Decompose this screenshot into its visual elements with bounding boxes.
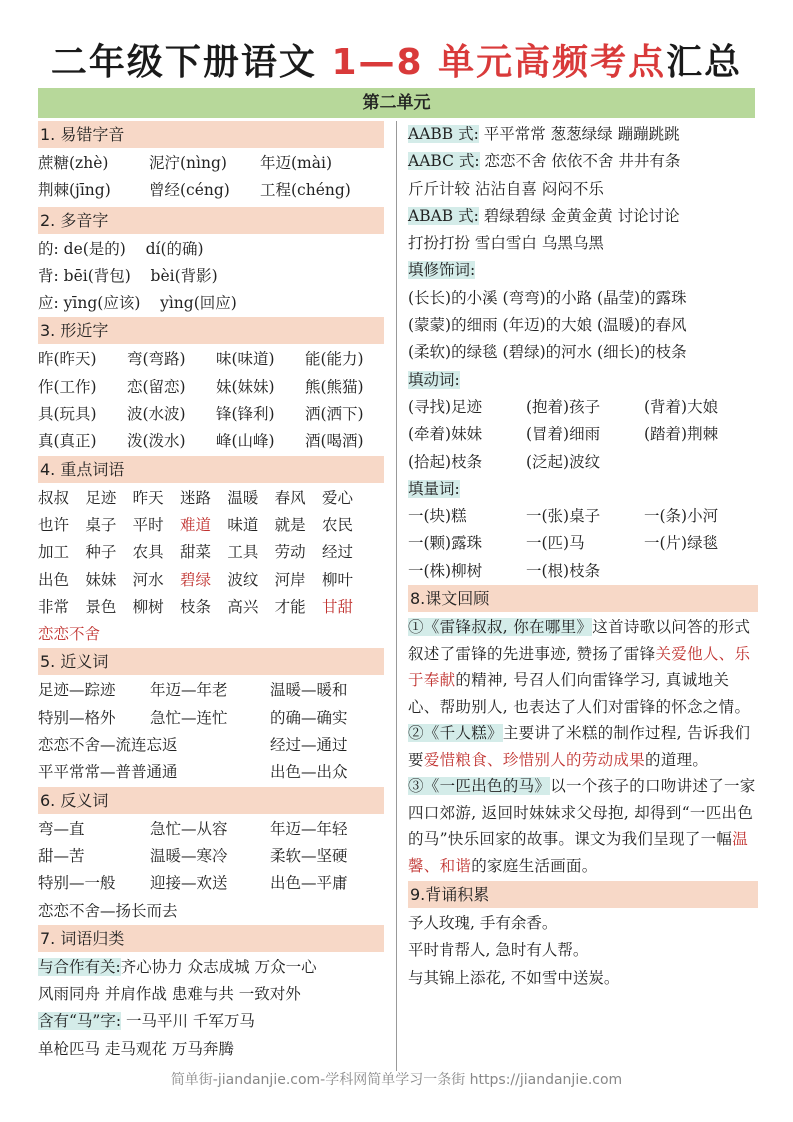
verb-row <box>408 394 758 421</box>
phrase: (冒着)细雨 <box>526 425 601 444</box>
left-column <box>38 121 384 1063</box>
similar-chars-row <box>38 428 384 455</box>
key-words-row <box>38 485 353 512</box>
review-paragraph-3 <box>408 773 758 879</box>
phrase: 一(张)桌子 <box>526 507 601 526</box>
phrase: 一(片)绿毯 <box>644 534 719 553</box>
word-highlight: 难道 <box>179 515 211 534</box>
title-highlight-text: 单元高频考点 <box>423 42 667 83</box>
pattern-row <box>408 203 758 230</box>
word: 波(水波) <box>127 405 186 424</box>
word: 非常 <box>38 597 70 616</box>
word: 迷路 <box>179 488 211 507</box>
word: 昨(昨天) <box>38 350 97 369</box>
word: 泼(泼水) <box>127 432 186 451</box>
verb-row <box>408 449 758 476</box>
pattern-words: 碧绿碧绿 金黄金黄 讨论讨论 <box>478 206 680 225</box>
word: 弯(弯路) <box>127 350 186 369</box>
reading: bèi(背影) <box>150 266 218 285</box>
word: 柳叶 <box>321 570 353 589</box>
word: 爱心 <box>321 488 353 507</box>
word: 农具 <box>132 543 164 562</box>
polyphone-row <box>38 290 384 317</box>
word: 恋(留恋) <box>127 377 186 396</box>
title-tail: 汇总 <box>666 42 743 83</box>
word: 波纹 <box>227 570 259 589</box>
word-highlight: 碧绿 <box>179 570 211 589</box>
text: 这首诗歌以问答的形式叙述了雷锋的先进事迹, 赞扬了雷锋 <box>408 618 751 663</box>
word-pair: 甜—苦 <box>38 846 85 865</box>
title-text: 二年级下册语文 <box>50 42 332 83</box>
antonym-row: 恋恋不舍—扬长而去 <box>38 901 178 920</box>
modifier-row: (蒙蒙)的细雨 (年迈)的大娘 (温暖)的春风 <box>408 316 687 335</box>
word: 味(味道) <box>216 350 275 369</box>
review-paragraph-1 <box>408 614 758 720</box>
word-pair: 年迈—年老 <box>150 681 228 700</box>
word: 酒(喝酒) <box>305 432 364 451</box>
word: 蔗糖(zhè) <box>38 154 109 172</box>
phrase: (泛起)波纹 <box>526 452 601 471</box>
word: 才能 <box>274 597 306 616</box>
antonym-row <box>38 870 384 897</box>
word: 年迈(mài) <box>260 154 332 172</box>
similar-chars-row <box>38 346 384 373</box>
unit-header: 第二单元 <box>38 88 755 118</box>
synonym-row <box>38 677 384 704</box>
reading: de(是的) <box>63 239 126 258</box>
lesson-title: ③《一匹出色的马》 <box>408 777 551 796</box>
word-highlight: 恋恋不舍 <box>38 625 101 644</box>
synonym-row <box>38 759 384 786</box>
section-header-antonyms: 6. 反义词 <box>38 787 384 814</box>
page-title <box>0 34 793 85</box>
word: 春风 <box>274 488 306 507</box>
word-pair: 温暖—暖和 <box>270 681 348 700</box>
word: 能(能力) <box>305 350 364 369</box>
word: 曾经(céng) <box>149 181 230 200</box>
text: 主要讲了米糕的制作过程, 告诉我们要 <box>408 724 751 769</box>
pattern-row <box>408 148 758 175</box>
word-pair: 迎接—欢送 <box>150 874 228 893</box>
char: 应: <box>38 294 64 313</box>
word: 景色 <box>85 597 117 616</box>
word: 昨天 <box>132 488 164 507</box>
pattern-label: ABAB 式: <box>408 206 479 225</box>
section-header-similar-chars: 3. 形近字 <box>38 317 384 344</box>
phrase: 一(块)糕 <box>408 507 467 526</box>
measure-row <box>408 503 758 530</box>
modifier-section <box>408 257 758 284</box>
pattern-label: AABC 式: <box>408 152 480 171</box>
word: 峰(山峰) <box>216 432 275 451</box>
word-pair: 急忙—连忙 <box>150 708 228 727</box>
pattern-words: 平平常常 葱葱绿绿 蹦蹦跳跳 <box>478 125 680 143</box>
phrase: (踏着)荆棘 <box>644 425 719 444</box>
similar-chars-row <box>38 374 384 401</box>
phrase: 一(株)柳树 <box>408 561 483 580</box>
key-words-row <box>38 539 353 566</box>
category-row <box>38 954 384 981</box>
word: 熊(熊猫) <box>305 377 364 396</box>
key-words-row <box>38 567 353 594</box>
word: 锋(锋利) <box>216 405 275 424</box>
category-row: 单枪匹马 走马观花 万马奔腾 <box>38 1039 234 1058</box>
word-pair: 柔软—坚硬 <box>270 846 348 865</box>
word-pair: 年迈—年轻 <box>270 819 348 838</box>
phrase: (抱着)孩子 <box>526 397 601 416</box>
word: 作(工作) <box>38 377 97 396</box>
modifier-row: (柔软)的绿毯 (碧绿)的河水 (细长)的枝条 <box>408 343 687 362</box>
word: 劳动 <box>274 543 306 562</box>
section-header-polyphones: 2. 多音字 <box>38 207 384 234</box>
category-words: 一马平川 千军万马 <box>121 1012 255 1031</box>
char: 背: <box>38 266 64 285</box>
category-words: 齐心协力 众志成城 万众一心 <box>120 957 317 976</box>
word-pair: 平平常常—普普通通 <box>38 763 178 782</box>
antonym-row <box>38 843 384 870</box>
word-pair: 温暖—寒冷 <box>150 846 228 865</box>
column-divider <box>396 121 397 1071</box>
word: 河水 <box>132 570 164 589</box>
category-label: 与合作有关: <box>38 957 121 976</box>
section-header-word-categories: 7. 词语归类 <box>38 925 384 952</box>
section-header-synonyms: 5. 近义词 <box>38 648 384 675</box>
key-phrase: 温馨、和谐 <box>408 830 749 875</box>
key-phrase: 关爱他人、乐于奉献 <box>408 644 751 690</box>
pattern-row: 斤斤计较 沾沾自喜 闷闷不乐 <box>408 179 604 198</box>
lesson-title: ①《雷锋叔叔, 你在哪里》 <box>408 618 593 637</box>
pronunciation-row <box>38 150 384 177</box>
word: 也许 <box>38 515 70 534</box>
word: 高兴 <box>227 597 259 616</box>
pronunciation-row <box>38 177 384 204</box>
phrase: (牵着)妹妹 <box>408 425 483 444</box>
word: 泥泞(nìng) <box>149 154 227 172</box>
word-pair: 特别—格外 <box>38 708 116 727</box>
word: 平时 <box>132 515 164 534</box>
fill-label: 填动词: <box>408 370 460 389</box>
key-words-row <box>38 594 353 621</box>
word-pair: 急忙—从容 <box>150 819 228 838</box>
word: 妹(妹妹) <box>216 377 275 396</box>
word: 工具 <box>227 543 259 562</box>
word: 就是 <box>274 515 306 534</box>
polyphone-row <box>38 263 384 290</box>
text: 的精神, 号召人们向雷锋学习, 真诚地关心、帮助别人, 也表达了人们对雷锋的怀念之情。 <box>408 671 751 716</box>
key-phrase: 爱惜粮食、珍惜别人的劳动成果 <box>423 750 646 769</box>
word-pair: 出色—出众 <box>270 763 348 782</box>
phrase: (拾起)枝条 <box>408 452 483 471</box>
pattern-row <box>408 121 758 148</box>
word: 经过 <box>321 543 353 562</box>
measure-row <box>408 558 758 585</box>
section-header-text-review: 8.课文回顾 <box>408 585 758 612</box>
text: 以一个孩子的口吻讲述了一家四口郊游, 返回时妹妹求父母抱, 却得到“一匹出色的马”快乐回家的故事。课文为我们呈现了一幅 <box>408 777 756 849</box>
phrase: 一(颗)露珠 <box>408 534 483 553</box>
word-pair: 足迹—踪迹 <box>38 681 116 700</box>
synonym-row <box>38 732 384 759</box>
reading: dí(的确) <box>145 239 204 258</box>
word: 温暖 <box>227 488 259 507</box>
word-highlight: 甘甜 <box>321 597 353 616</box>
word: 荆棘(jīng) <box>38 181 111 200</box>
word: 河岸 <box>274 570 306 589</box>
phrase: 一(条)小河 <box>644 507 719 526</box>
text: 的家庭生活画面。 <box>471 856 598 875</box>
word: 桌子 <box>85 515 117 534</box>
word: 农民 <box>321 515 353 534</box>
key-words-row <box>38 512 353 539</box>
category-row <box>38 1008 384 1035</box>
word: 甜菜 <box>179 543 211 562</box>
section-header-pronunciation: 1. 易错字音 <box>38 121 384 148</box>
verb-row <box>408 421 758 448</box>
word-pair: 弯—直 <box>38 819 85 838</box>
phrase: 一(根)枝条 <box>526 561 601 580</box>
word-pair: 的确—确实 <box>270 708 348 727</box>
word: 叔叔 <box>38 488 70 507</box>
pattern-words: 恋恋不舍 依依不舍 井井有条 <box>479 152 681 171</box>
pattern-label: AABB 式: <box>408 125 479 143</box>
right-column <box>408 121 758 992</box>
modifier-row: (长长)的小溪 (弯弯)的小路 (晶莹)的露珠 <box>408 288 687 307</box>
similar-chars-row <box>38 401 384 428</box>
polyphone-row <box>38 236 384 263</box>
word: 真(真正) <box>38 432 97 451</box>
lesson-title: ②《千人糕》 <box>408 724 503 743</box>
phrase: 一(匹)马 <box>526 534 585 553</box>
fill-label: 填修饰词: <box>408 261 476 280</box>
word: 具(玩具) <box>38 405 97 424</box>
word: 枝条 <box>179 597 211 616</box>
word-pair: 出色—平庸 <box>270 874 348 893</box>
text: 的道理。 <box>645 750 709 769</box>
word: 种子 <box>85 543 117 562</box>
phrase: (寻找)足迹 <box>408 397 483 416</box>
category-row: 风雨同舟 并肩作战 患难与共 一致对外 <box>38 985 301 1004</box>
phrase: (背着)大娘 <box>644 397 719 416</box>
synonym-row <box>38 705 384 732</box>
recitation-line: 予人玫瑰, 手有余香。 <box>408 914 558 933</box>
reading: bēi(背包) <box>63 266 131 285</box>
section-header-recitation: 9.背诵积累 <box>408 881 758 908</box>
category-label: 含有“马”字: <box>38 1012 122 1031</box>
review-paragraph-2 <box>408 720 758 773</box>
word: 妹妹 <box>85 570 117 589</box>
recitation-line: 与其锦上添花, 不如雪中送炭。 <box>408 968 620 987</box>
word: 工程(chéng) <box>260 181 351 200</box>
recitation-line: 平时肯帮人, 急时有人帮。 <box>408 941 589 960</box>
word: 柳树 <box>132 597 164 616</box>
char: 的: <box>38 239 64 258</box>
word: 加工 <box>38 543 70 562</box>
reading: yīng(应该) <box>63 294 141 313</box>
measure-row <box>408 530 758 557</box>
word: 洒(洒下) <box>305 405 364 424</box>
measure-section <box>408 476 758 503</box>
footer-watermark: 简单街-jiandanjie.com-学科网简单学习一条街 https://jiandanjie.com <box>170 1072 623 1088</box>
word: 足迹 <box>85 488 117 507</box>
word-pair: 经过—通过 <box>270 736 348 755</box>
verb-section <box>408 367 758 394</box>
word-pair: 恋恋不舍—流连忘返 <box>38 736 178 755</box>
section-header-key-words: 4. 重点词语 <box>38 456 384 483</box>
fill-label: 填量词: <box>408 479 460 498</box>
word: 味道 <box>227 515 259 534</box>
word-pair: 特别—一般 <box>38 874 116 893</box>
pattern-row: 打扮打扮 雪白雪白 乌黑乌黑 <box>408 234 604 253</box>
antonym-row <box>38 816 384 843</box>
title-highlight-range: 1—8 <box>331 42 424 83</box>
word: 出色 <box>38 570 70 589</box>
reading: yìng(回应) <box>160 294 237 313</box>
